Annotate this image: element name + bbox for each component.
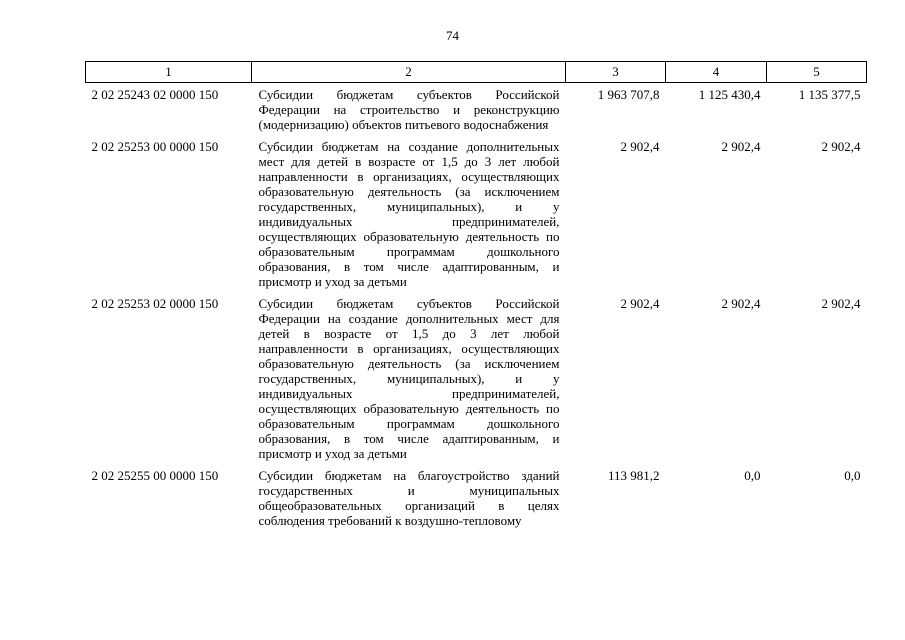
revenue-code: 2 02 25243 02 0000 150 — [91, 87, 219, 102]
revenue-description: Субсидии бюджетам субъектов Российской Федерации на создание дополнительных мест для детей в возрасте от 1,5 до 3 лет любой направленности в организациях, осуществляющих образовательную деятельность (за исключением государственных, муниципальных), и у индивидуальных предпринимателей, осуществляющих образовательную деятельность по образовательным программам дошкольного образования, в том числе адаптированным, и присмотр и уход за детьми — [258, 296, 560, 461]
amount-col-5: 0,0 — [844, 468, 861, 483]
revenue-code: 2 02 25253 00 0000 150 — [91, 139, 219, 154]
table-row — [86, 292, 867, 464]
table-row — [86, 464, 867, 531]
revenue-description: Субсидии бюджетам на создание дополнительных мест для детей в возрасте от 1,5 до 3 лет любой направленности в организациях, осуществляющих образовательную деятельность (за исключением государственных, муниципальных), и у индивидуальных предпринимателей, осуществляющих образовательную деятельность по образовательным программам дошкольного образования, в том числе адаптированным, и присмотр и уход за детьми — [258, 139, 560, 289]
revenue-description: Субсидии бюджетам на благоустройство зданий государственных и муниципальных общеобразовательных организаций в целях соблюдения требований к воздушно-тепловому — [258, 468, 560, 528]
header-col-3: 3 — [566, 62, 666, 83]
header-col-4: 4 — [666, 62, 767, 83]
amount-col-3: 2 902,4 — [620, 296, 660, 311]
header-col-5: 5 — [767, 62, 867, 83]
table-header — [86, 62, 867, 83]
revenue-description: Субсидии бюджетам субъектов Российской Федерации на строительство и реконструкцию (модернизацию) объектов питьевого водоснабжения — [258, 87, 560, 132]
table-body — [86, 83, 867, 532]
table-row — [86, 135, 867, 292]
amount-col-4: 2 902,4 — [721, 139, 761, 154]
table-row — [86, 83, 867, 136]
amount-col-5: 2 902,4 — [821, 296, 861, 311]
header-col-1: 1 — [86, 62, 252, 83]
amount-col-5: 2 902,4 — [821, 139, 861, 154]
amount-col-4: 0,0 — [744, 468, 761, 483]
amount-col-4: 2 902,4 — [721, 296, 761, 311]
revenue-code: 2 02 25253 02 0000 150 — [91, 296, 219, 311]
amount-col-3: 1 963 707,8 — [597, 87, 660, 102]
amount-col-5: 1 135 377,5 — [798, 87, 861, 102]
page-number: 74 — [446, 28, 459, 43]
header-col-2: 2 — [252, 62, 566, 83]
revenue-code: 2 02 25255 00 0000 150 — [91, 468, 219, 483]
amount-col-4: 1 125 430,4 — [698, 87, 761, 102]
header-row — [86, 62, 867, 83]
amount-col-3: 113 981,2 — [607, 468, 660, 483]
amount-col-3: 2 902,4 — [620, 139, 660, 154]
budget-revenue-table — [85, 61, 867, 531]
